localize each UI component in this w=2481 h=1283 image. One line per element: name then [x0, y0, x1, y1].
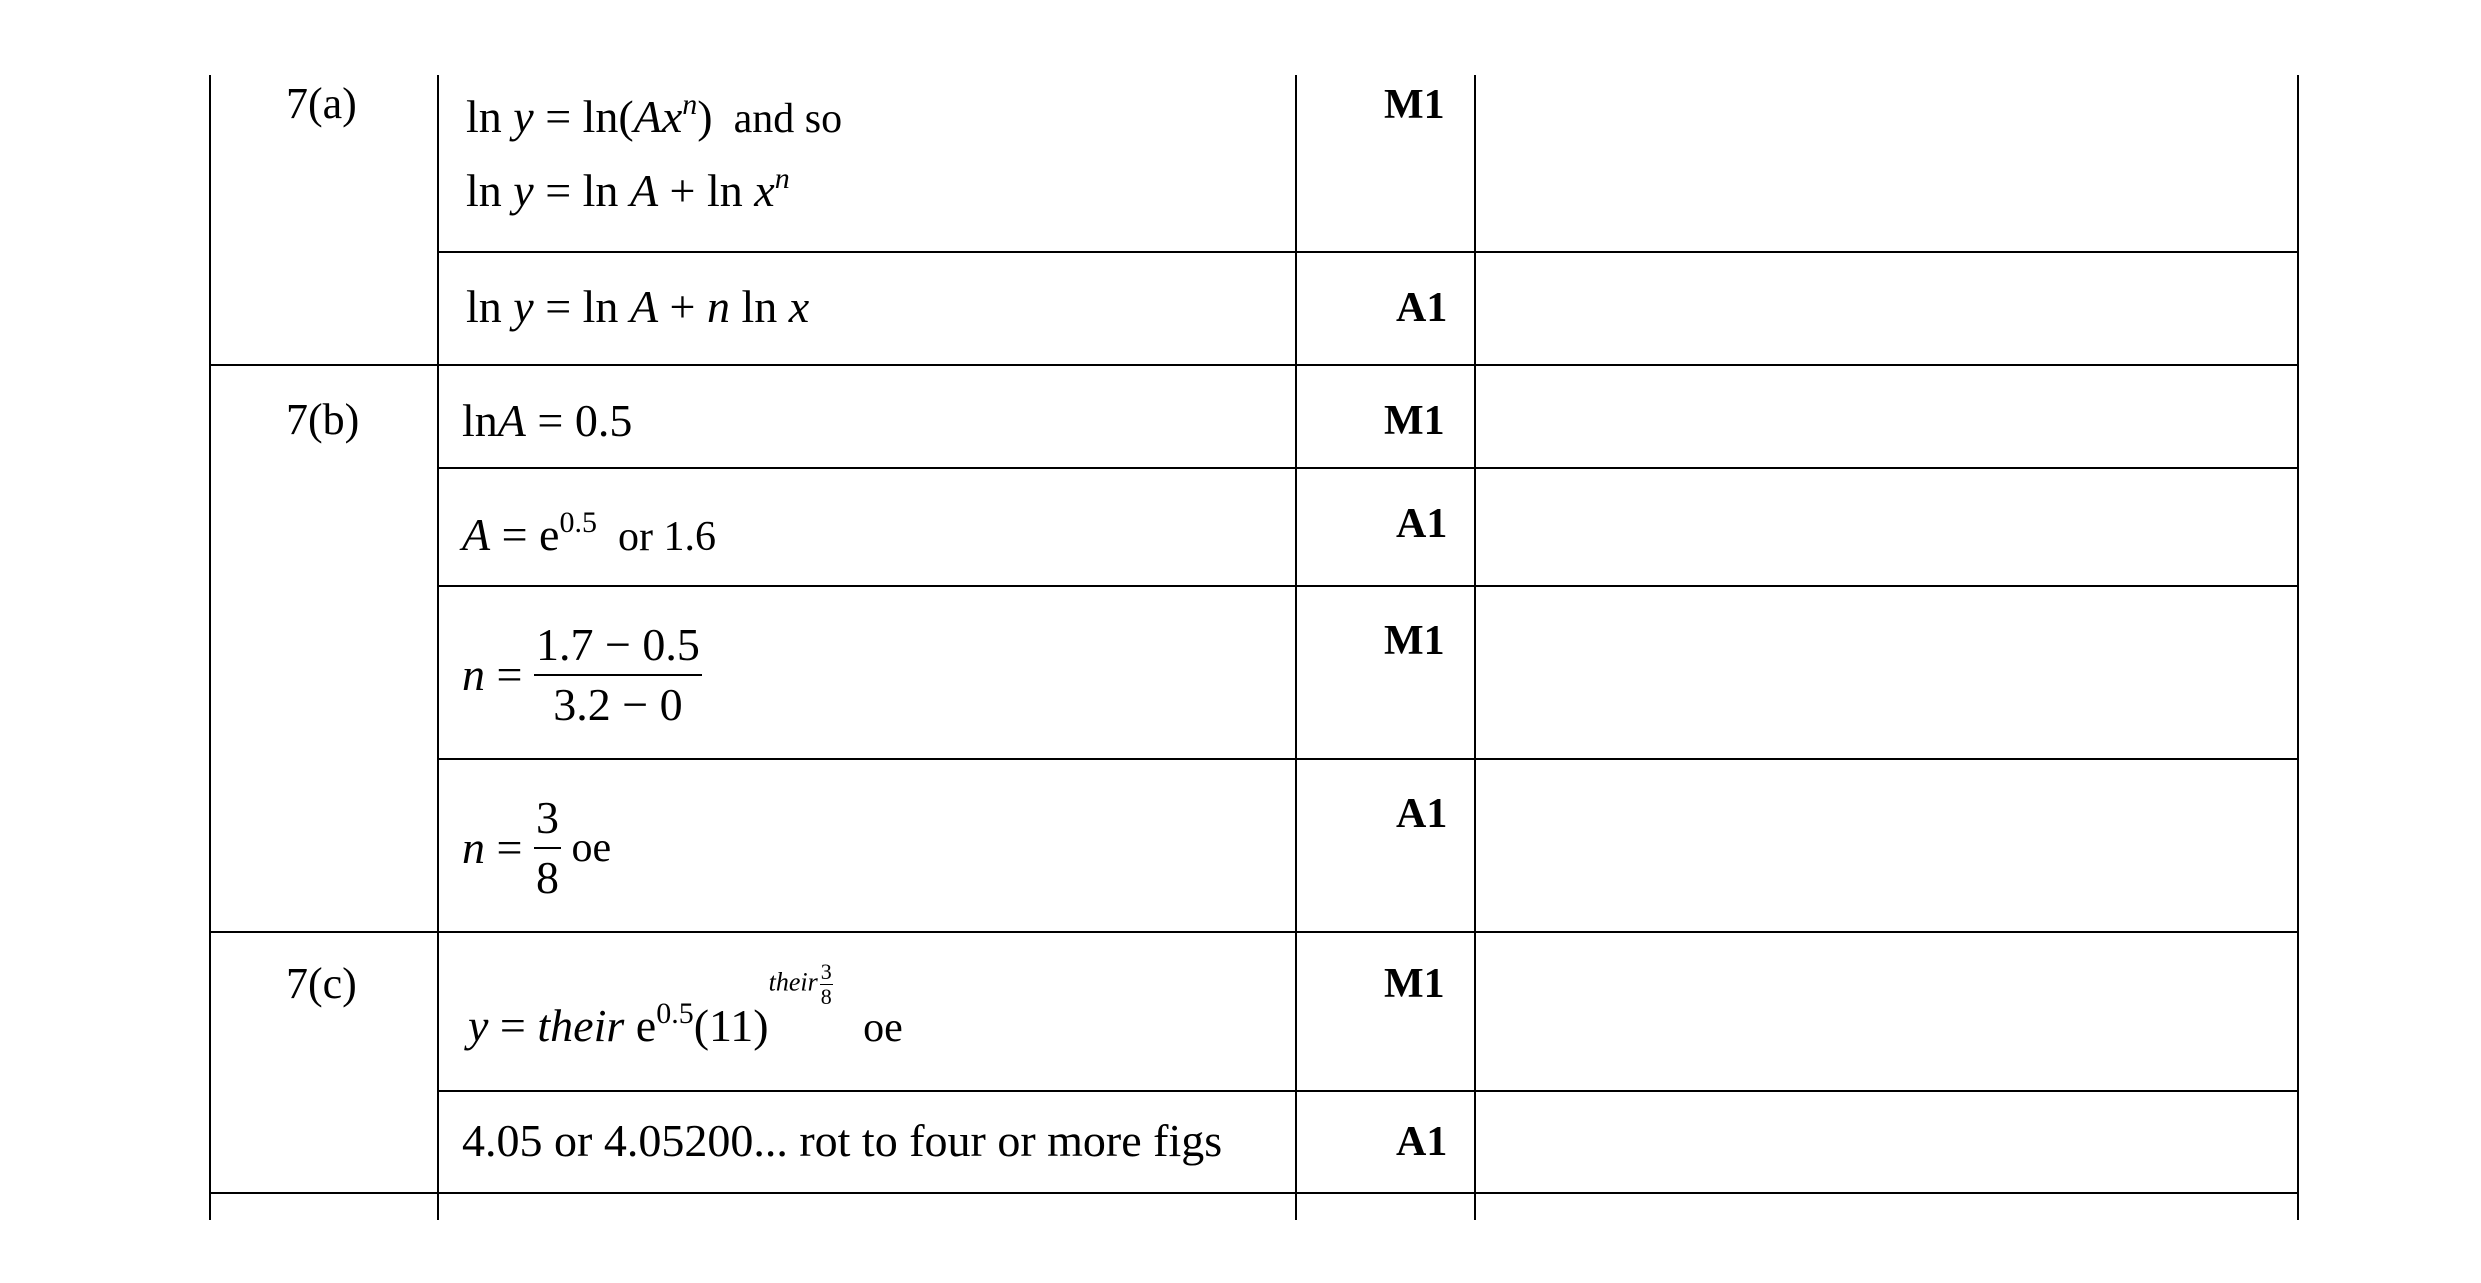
grid-hline [437, 467, 2299, 469]
question-label-7c: 7(c) [286, 959, 357, 1008]
answer-7a-line3: ln y = ln A + n ln x [466, 281, 810, 332]
grid-hline [209, 1192, 2299, 1194]
grid-hline [209, 931, 2299, 933]
mark-7b-a1-second: A1 [1396, 791, 1448, 837]
mark-7b-m1: M1 [1384, 398, 1445, 444]
answer-7c-step1: y = their $e^{0.5}(11)$ their $\frac{3}{8}$ oe [468, 959, 903, 1051]
grid-vline-answer [437, 75, 439, 1220]
grid-hline [437, 251, 2299, 253]
mark-7c-m1: M1 [1384, 961, 1445, 1007]
answer-7b-step2: $A = e^{0.5}$ or 1.6 [462, 506, 716, 560]
mark-7c-a1: A1 [1396, 1119, 1448, 1165]
grid-vline-guidance [1474, 75, 1476, 1220]
grid-hline [437, 758, 2299, 760]
mark-7b-a1: A1 [1396, 501, 1448, 547]
grid-hline [209, 364, 2299, 366]
answer-7a-line1: $\ln y = \ln(Ax^n)$ and so [466, 88, 843, 142]
answer-7a-line2: $\ln y = \ln A + \ln x^n$ [466, 162, 790, 216]
grid-hline [437, 585, 2299, 587]
fraction: $\frac{1.7 - 0.5}{3.2 - 0}$ [535, 619, 700, 730]
answer-7b-step3: n = $\frac{1.7 - 0.5}{3.2 - 0}$ [462, 619, 700, 730]
grid-vline-mark [1295, 75, 1297, 1220]
mark-7b-m1-second: M1 [1384, 618, 1445, 664]
fraction: $\frac{3}{8}$ [535, 792, 559, 903]
answer-7c-step2: 4.05 or 4.05200... rot to four or more figs [462, 1115, 1223, 1166]
answer-7b-step4: n = $\frac{3}{8}$ oe [462, 792, 612, 903]
mark-7a-a1: A1 [1396, 285, 1448, 331]
grid-vline-right [2297, 75, 2299, 1220]
mark-7a-m1: M1 [1384, 82, 1445, 128]
question-label-7b: 7(b) [286, 395, 360, 444]
grid-hline [437, 1090, 2299, 1092]
answer-7b-step1: lnA = 0.5 [462, 395, 633, 446]
question-label-7a: 7(a) [286, 79, 357, 128]
grid-vline-left [209, 75, 211, 1220]
